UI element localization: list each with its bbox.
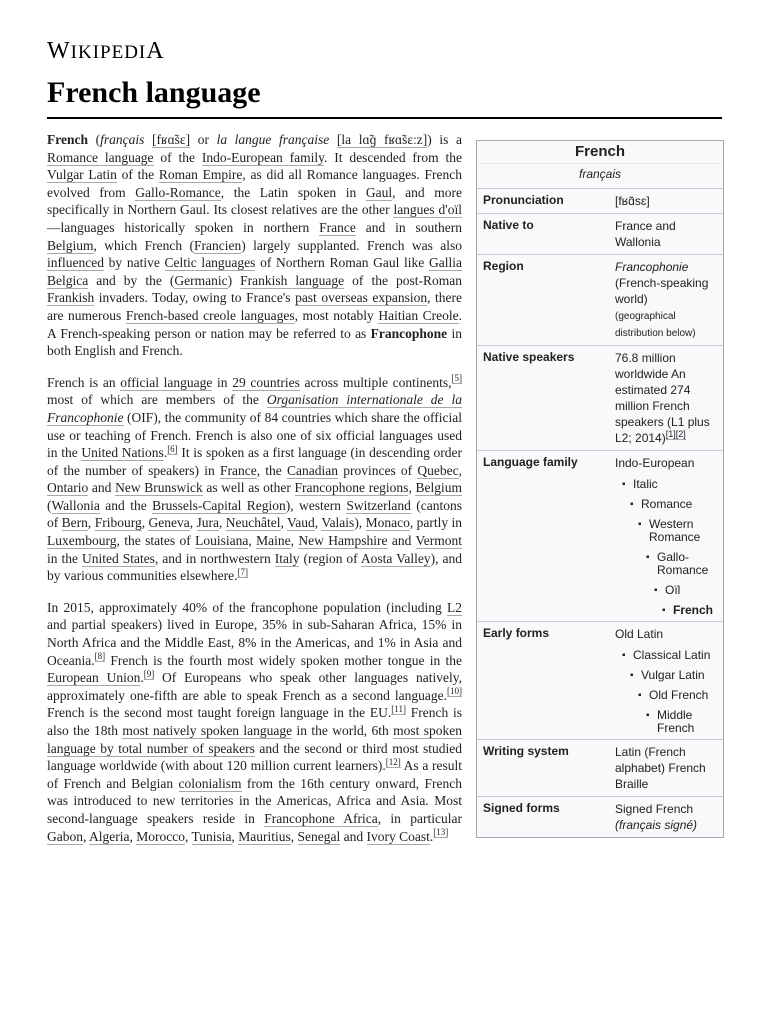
- paragraph-official-language: [47, 374, 462, 585]
- text: , the states of: [116, 533, 196, 549]
- title-divider: [47, 117, 722, 119]
- text: and partial speakers) lived in Europe, 35% in sub-Saharan Africa, 15% in North Africa and the Middle East, 8% in the Americas, and 1% in Asia and Oceania.: [47, 617, 462, 668]
- infobox: [476, 140, 724, 838]
- text: French is also the 18th: [47, 705, 462, 738]
- link-frankish-language[interactable]: Frankish language: [240, 272, 345, 288]
- text: ,: [189, 515, 197, 531]
- text: (: [47, 497, 52, 513]
- link-valais[interactable]: Valais: [321, 515, 355, 531]
- citation-link[interactable]: [6]: [167, 443, 178, 454]
- row-label: Pronunciation: [483, 193, 564, 207]
- link-vermont[interactable]: Vermont: [415, 533, 463, 549]
- link-vaud[interactable]: Vaud: [287, 515, 315, 531]
- text: ,: [290, 533, 299, 549]
- row-label: Native to: [483, 218, 534, 232]
- link-romance-language[interactable]: Romance language: [47, 149, 154, 165]
- text: of the: [116, 167, 159, 183]
- infobox-row-pronunciation: [477, 188, 723, 213]
- page-title: French language: [47, 76, 261, 109]
- row-value: [610, 797, 723, 837]
- text: and in southern: [355, 219, 462, 235]
- citation-link[interactable]: [1][2]: [665, 429, 686, 439]
- link-canadian[interactable]: Canadian: [287, 462, 338, 478]
- logo-letters: IKIPEDI: [70, 42, 147, 63]
- tree-item: ▪ French: [673, 604, 718, 617]
- link-united-nations[interactable]: United Nations: [81, 445, 164, 461]
- link-most-spoken-total[interactable]: most spoken language by total number of speakers: [47, 723, 462, 756]
- tree-item[interactable]: ▪ Old French: [649, 689, 718, 702]
- text: French is the fourth most widely spoken mother tongue in the: [105, 652, 462, 668]
- infobox-native-name: français: [477, 163, 723, 188]
- logo-letter-w: W: [47, 38, 71, 64]
- text: ,: [184, 828, 192, 844]
- link-overseas-expansion[interactable]: past overseas expansion: [295, 290, 428, 306]
- text: French is the second most taught foreign language in the EU.: [47, 705, 392, 721]
- text: in the: [47, 550, 82, 566]
- text: ) largely supplanted. French was also: [241, 237, 462, 253]
- text: (: [88, 132, 101, 147]
- text: or: [190, 132, 217, 147]
- text: provinces of: [338, 462, 418, 478]
- text: and: [340, 828, 367, 844]
- text: as well as other: [202, 480, 295, 496]
- text: of the: [153, 149, 202, 165]
- ipa-link[interactable]: [la lɑ̃ɡ fʁɑ̃sɛːz]: [336, 132, 428, 147]
- text: [329, 132, 337, 147]
- text: and: [88, 480, 116, 496]
- article-body: [47, 131, 462, 859]
- link-france[interactable]: France: [319, 219, 356, 235]
- link-jura[interactable]: Jura: [196, 515, 219, 531]
- text: in: [212, 374, 233, 390]
- link-european-union[interactable]: European Union: [47, 670, 141, 686]
- term-francais: français: [100, 132, 145, 147]
- link-influenced[interactable]: influenced: [47, 255, 104, 271]
- row-label: Region: [483, 259, 524, 273]
- link-maine[interactable]: Maine: [256, 533, 291, 549]
- infobox-row-region: [477, 254, 723, 345]
- text: . A French-speaking person or nation may be referred to as: [47, 307, 462, 341]
- link-indo-european[interactable]: Indo-European family: [201, 149, 325, 165]
- text: in the world, 6th: [292, 723, 394, 738]
- link-celtic-languages[interactable]: Celtic languages: [164, 255, 256, 271]
- text: ,: [87, 515, 95, 531]
- wikipedia-logo[interactable]: [47, 38, 165, 65]
- text: ), western: [285, 497, 347, 513]
- text: , and in northwestern: [154, 550, 275, 566]
- text: of the post-Roman: [344, 272, 462, 288]
- link-quebec[interactable]: Quebec: [417, 462, 459, 478]
- link-wallonia[interactable]: Wallonia: [51, 497, 100, 513]
- link-belgium[interactable]: Belgium: [47, 237, 94, 253]
- link-germanic[interactable]: Germanic: [174, 272, 228, 288]
- row-value[interactable]: Latin (French alphabet) French Braille: [615, 745, 706, 791]
- text: in both English and French.: [47, 325, 462, 359]
- row-label: Signed forms: [483, 801, 560, 815]
- link-united-states[interactable]: United States: [81, 550, 155, 566]
- text: ) is a: [427, 132, 462, 147]
- text: , the Latin spoken in: [220, 184, 366, 200]
- citation-link[interactable]: [8]: [94, 651, 106, 662]
- text: ,: [280, 515, 288, 531]
- text: .: [163, 445, 168, 461]
- paragraph-speakers: [47, 599, 462, 845]
- text: —languages historically spoken in northern: [47, 219, 320, 235]
- row-label: Early forms: [483, 626, 550, 640]
- text: of Northern Roman Gaul like: [255, 255, 429, 271]
- link-francophone-regions[interactable]: Francophone regions: [294, 480, 409, 496]
- link-switzerland[interactable]: Switzerland: [346, 497, 411, 513]
- row-value: [610, 451, 723, 621]
- logo-letter-a: A: [146, 38, 165, 64]
- text: ,: [314, 515, 322, 531]
- text: .: [429, 828, 434, 844]
- term-french: French: [47, 132, 88, 147]
- text: As a result of French and Belgian: [47, 758, 462, 791]
- link-new-hampshire[interactable]: New Hampshire: [298, 533, 388, 549]
- region-text: (French-speaking world): [615, 276, 709, 306]
- link-new-brunswick[interactable]: New Brunswick: [115, 480, 203, 496]
- infobox-row-native-to: [477, 213, 723, 254]
- early-root[interactable]: Old Latin: [615, 627, 664, 641]
- link-francien[interactable]: Francien: [194, 237, 242, 253]
- link-luxembourg[interactable]: Luxembourg: [47, 533, 117, 549]
- text: French is an: [47, 374, 121, 390]
- row-value[interactable]: [fʁɑ̃sɛ]: [615, 194, 650, 208]
- text: [144, 132, 152, 147]
- infobox-row-writing-system: [477, 739, 723, 796]
- text: ,: [219, 515, 226, 531]
- text: (cantons of: [47, 497, 462, 531]
- text: ),: [354, 515, 366, 531]
- text: ,: [83, 828, 90, 844]
- text: , and more specifically in Northern Gaul. Its closest relatives are the other: [47, 184, 462, 218]
- infobox-row-early-forms: [477, 621, 723, 739]
- tree-item[interactable]: ▪ Western Romance: [649, 518, 718, 544]
- link-morocco[interactable]: Morocco: [136, 828, 185, 844]
- row-value: [610, 255, 723, 345]
- text: and the: [99, 497, 153, 513]
- tree-item[interactable]: ▪ Classical Latin: [633, 649, 718, 662]
- ipa-link[interactable]: [fʁɑ̃sɛ]: [152, 132, 191, 147]
- text: ), and by various communities elsewhere.: [47, 550, 462, 584]
- text: , as did all Romance languages. French evolved from: [47, 167, 463, 200]
- tree-item[interactable]: ▪ Italic: [633, 478, 718, 491]
- link-creole-languages[interactable]: French-based creole languages: [125, 307, 295, 323]
- text: invaders. Today, owing to France's: [94, 290, 296, 306]
- tree-item[interactable]: ▪ Gallo-Romance: [657, 551, 718, 577]
- early-forms-tree: [633, 649, 718, 735]
- text: across multiple continents,: [299, 374, 452, 390]
- family-root[interactable]: Indo-European: [615, 456, 695, 470]
- paragraph-intro: [47, 131, 462, 360]
- link-l2[interactable]: L2: [447, 599, 462, 615]
- text: most of which are members of the: [47, 392, 267, 408]
- row-label: Language family: [483, 455, 578, 469]
- link-langues-doil[interactable]: langues d'oïl: [393, 202, 462, 218]
- text: ,: [248, 533, 257, 549]
- text: ,: [458, 462, 462, 478]
- infobox-row-signed-forms: [477, 796, 723, 837]
- link-oif[interactable]: Organisation internationale de la Francophonie: [47, 392, 462, 425]
- text: and: [387, 533, 416, 549]
- citation-link[interactable]: [7]: [237, 566, 248, 577]
- link-francophone-africa[interactable]: Francophone Africa: [264, 810, 378, 826]
- link-neuchatel[interactable]: Neuchâtel: [225, 515, 281, 531]
- link-29-countries[interactable]: 29 countries: [232, 374, 300, 390]
- link-tunisia[interactable]: Tunisia: [191, 828, 232, 844]
- text: , there are numerous: [47, 290, 463, 323]
- link-brussels-capital-region[interactable]: Brussels-Capital Region: [152, 497, 286, 513]
- citation-link[interactable]: [5]: [451, 373, 462, 384]
- link-gaul[interactable]: Gaul: [365, 184, 393, 200]
- family-tree: [633, 478, 718, 617]
- link-ontario[interactable]: Ontario: [47, 480, 89, 496]
- text: , the: [256, 462, 288, 478]
- text: ,: [231, 828, 239, 844]
- link-frankish[interactable]: Frankish: [47, 290, 95, 306]
- link-gallo-romance[interactable]: Gallo-Romance: [135, 184, 221, 200]
- tree-item[interactable]: ▪ Vulgar Latin: [641, 669, 718, 682]
- signed-form-native: (français signé): [615, 818, 698, 832]
- text: It is spoken as a first language (in descending order of the number of speakers) in: [47, 445, 462, 478]
- infobox-row-language-family: [477, 450, 723, 621]
- link-most-natively-spoken[interactable]: most natively spoken language: [122, 723, 293, 738]
- text: , in particular: [377, 810, 462, 826]
- link-italy[interactable]: Italy: [274, 550, 300, 566]
- text: , most notably: [294, 307, 379, 323]
- text: and by the (: [88, 272, 175, 288]
- link-official-language[interactable]: official language: [120, 374, 213, 390]
- signed-form-link[interactable]: Signed French: [615, 802, 694, 816]
- citation-link[interactable]: [11]: [391, 703, 406, 714]
- text: Of Europeans who speak other languages natively, approximately one-fifth are able to speak French as a second language.: [47, 670, 462, 703]
- tree-item[interactable]: ▪ Oïl: [665, 584, 718, 597]
- link-monaco[interactable]: Monaco: [365, 515, 410, 531]
- row-value[interactable]: France and Wallonia: [615, 219, 676, 249]
- row-label: Native speakers: [483, 350, 575, 364]
- link-aosta-valley[interactable]: Aosta Valley: [360, 550, 431, 566]
- text: by native: [103, 255, 165, 271]
- text: ,: [290, 828, 298, 844]
- link-gallia-belgica[interactable]: Gallia Belgica: [47, 255, 462, 288]
- link-algeria[interactable]: Algeria: [89, 828, 130, 844]
- term-francophone: Francophone: [370, 325, 448, 341]
- link-gabon[interactable]: Gabon: [47, 828, 83, 844]
- text: ,: [141, 515, 149, 531]
- link-haitian-creole[interactable]: Haitian Creole: [378, 307, 459, 323]
- link-mauritius[interactable]: Mauritius: [238, 828, 291, 844]
- link-geneva[interactable]: Geneva: [148, 515, 190, 531]
- text: , partly in: [409, 515, 463, 531]
- text: , which French (: [93, 237, 195, 253]
- tree-item[interactable]: ▪ Romance: [641, 498, 718, 511]
- link-bern[interactable]: Bern: [61, 515, 88, 531]
- text: ): [227, 272, 241, 288]
- link-vulgar-latin[interactable]: Vulgar Latin: [47, 167, 117, 183]
- term-la-langue: la langue française: [216, 132, 330, 147]
- link-belgium[interactable]: Belgium: [415, 480, 462, 496]
- text: (region of: [299, 550, 361, 566]
- tree-item[interactable]: ▪ Middle French: [657, 709, 718, 735]
- link-colonialism[interactable]: colonialism: [178, 775, 242, 791]
- link-france[interactable]: France: [219, 462, 257, 478]
- text: from the 16th century onward, French was introduced to new territories in the Americas, Africa and Asia. Most second-language speakers reside in: [47, 775, 462, 826]
- infobox-row-native-speakers: [477, 345, 723, 450]
- text: . It descended from the: [324, 149, 462, 165]
- text: ,: [408, 480, 416, 496]
- citation-link[interactable]: [13]: [433, 827, 449, 838]
- link-roman-empire[interactable]: Roman Empire: [158, 167, 243, 183]
- row-value: [610, 346, 723, 450]
- region-link[interactable]: Francophonie: [615, 260, 689, 274]
- text: (OIF), the community of 84 countries which share the official use or teaching of French. French is also one of six official languages used in the: [47, 409, 462, 461]
- region-note: (geographical distribution below): [615, 311, 696, 339]
- link-ivory-coast[interactable]: Ivory Coast: [366, 828, 430, 844]
- infobox-title: French: [574, 143, 625, 160]
- text: .: [140, 670, 144, 686]
- speakers-text: 76.8 million worldwide An estimated 274 million French speakers (L1 plus L2; 2014): [615, 351, 710, 445]
- text: ,: [129, 828, 137, 844]
- link-senegal[interactable]: Senegal: [297, 828, 341, 844]
- text: In 2015, approximately 40% of the francophone population (including: [47, 599, 447, 615]
- row-value: [610, 622, 723, 739]
- row-label: Writing system: [483, 744, 569, 758]
- text: and the second or third most studied language worldwide (with about 120 million current learners).: [47, 740, 462, 774]
- citation-link[interactable]: [12]: [385, 756, 401, 767]
- citation-link[interactable]: [9]: [143, 668, 155, 679]
- link-louisiana[interactable]: Louisiana: [195, 533, 249, 549]
- citation-link[interactable]: [10]: [447, 686, 462, 697]
- link-fribourg[interactable]: Fribourg: [94, 515, 142, 531]
